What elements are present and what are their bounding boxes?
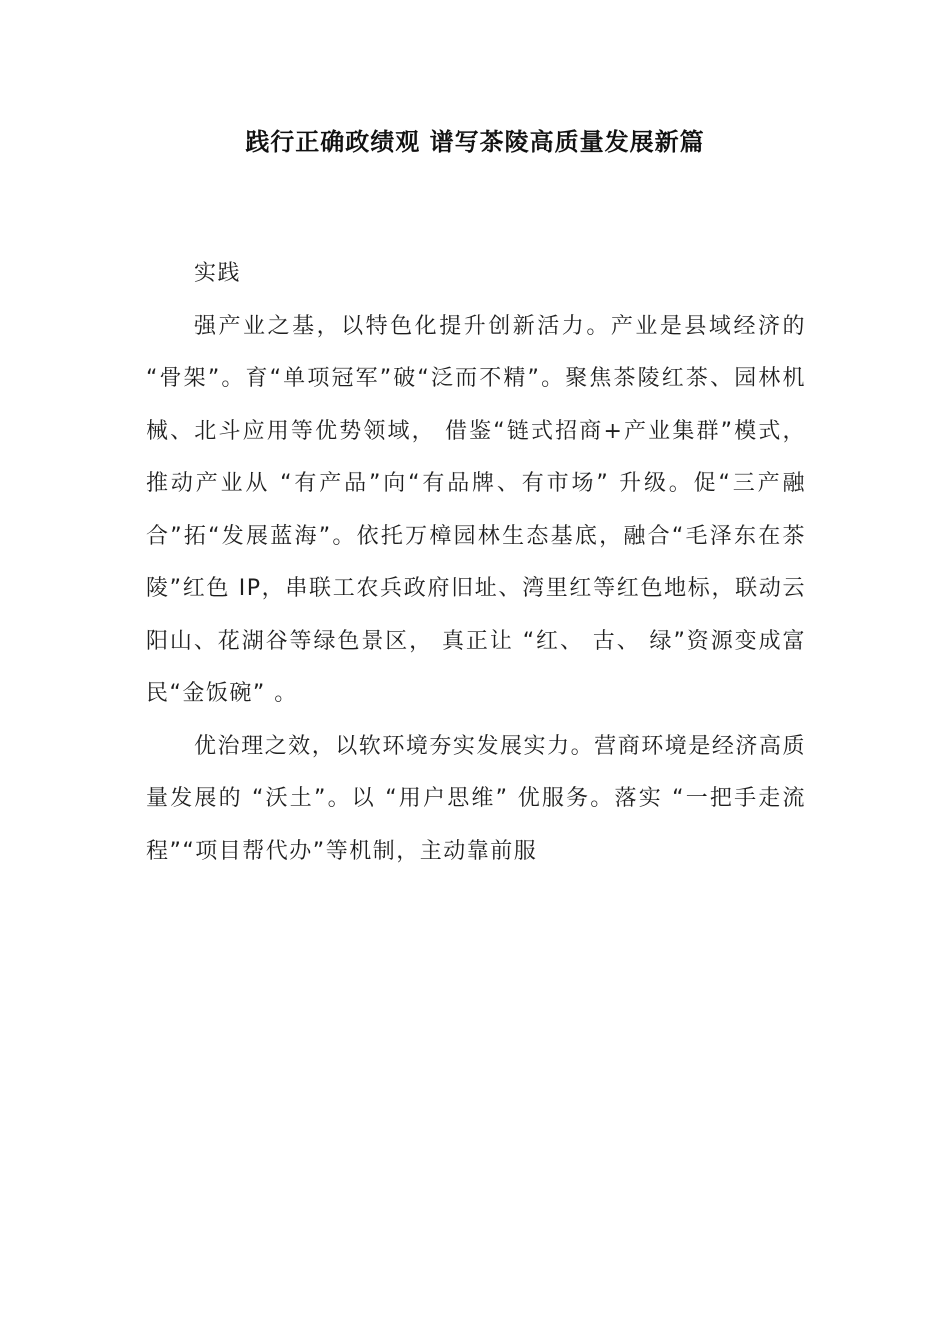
document-body — [146, 248, 806, 878]
paragraph-governance: 优治理之效，以软环境夯实发展实力。营商环境是经济高质量发展的 “沃土”。以 “用户思维” 优服务。落实 “一把手走流程”“项目帮代办”等机制，主动靠前服 — [146, 733, 806, 864]
document-title: 践行正确政绩观 谱写茶陵高质量发展新篇 — [245, 127, 705, 156]
paragraph-intro: 实践 — [194, 261, 242, 286]
paragraph-industry: 强产业之基，以特色化提升创新活力。产业是县域经济的 “骨架”。育“单项冠军”破“泛而不精”。聚焦茶陵红茶、园林机械、北斗应用等优势领域， 借鉴“链式招商+产业集群”模式，推动产业从 “有产品”向“有品牌、有市场” 升级。促“三产融合”拓“发展蓝海”。依托万樟园林生态基底，融合“毛泽东在茶陵”红色 IP，串联工农兵政府旧址、湾里红等红色地标，联动云阳山、花湖谷等绿色景区， 真正让 “红、 古、 绿”资源变成富民“金饭碗” 。 — [146, 313, 806, 706]
